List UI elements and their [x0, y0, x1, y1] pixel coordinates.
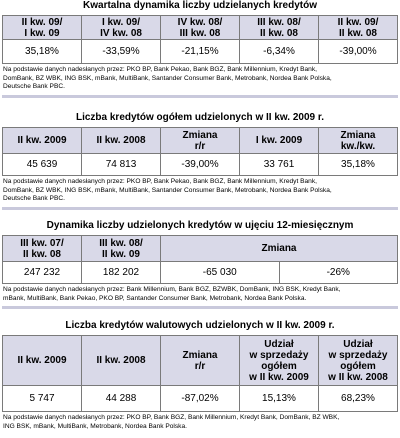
header-row — [3, 16, 398, 40]
value-cell: 74 813 — [82, 154, 161, 176]
value-cell: 182 202 — [82, 262, 161, 284]
header-cell: II kw. 09/ I kw. 09 — [3, 16, 82, 40]
quarterly-dynamics-section — [2, 0, 398, 98]
value-cell: -65 030 — [161, 262, 280, 284]
value-cell: 35,18% — [319, 154, 398, 176]
foreign-currency-loans-table — [2, 335, 398, 412]
section-divider — [2, 95, 398, 98]
header-cell: Udział w sprzedaży ogółem w II kw. 2009 — [240, 336, 319, 386]
total-loans-section — [2, 112, 398, 210]
value-cell: -39,00% — [319, 40, 398, 64]
value-cell: -87,02% — [161, 386, 240, 412]
value-cell: 5 747 — [3, 386, 82, 412]
source-note: Na podstawie danych nadesłanych przez: PKO BP, Bank Pekao, Bank BGŻ, Bank Millennium, Kredyt Bank, DomBank, BZ WBK, ING BSK, mBank, MultiBank, Santander Consumer Bank, Metrobank, Nordea Bank Polska, Deutsche Bank PBC. — [3, 66, 332, 91]
header-cell: III kw. 07/ II kw. 08 — [3, 236, 82, 262]
header-cell: II kw. 09/ II kw. 08 — [319, 16, 398, 40]
value-cell: 68,23% — [319, 386, 398, 412]
value-cell: 45 639 — [3, 154, 82, 176]
header-cell: II kw. 2008 — [82, 128, 161, 154]
value-cell: -33,59% — [82, 40, 161, 64]
value-cell: -39,00% — [161, 154, 240, 176]
header-cell: II kw. 2009 — [3, 336, 82, 386]
value-cell: -6,34% — [240, 40, 319, 64]
quarterly-dynamics-table — [2, 15, 398, 64]
header-cell: Zmiana kw./kw. — [319, 128, 398, 154]
foreign-currency-loans-section — [2, 320, 398, 431]
value-cell: 33 761 — [240, 154, 319, 176]
value-row — [3, 262, 398, 284]
source-note: Na podstawie danych nadesłanych przez: PKO BP, Bank Pekao, Bank BGŻ, Bank Millennium, Kredyt Bank, DomBank, BZ WBK, ING BSK, mBank, MultiBank, Santander Consumer Bank, Metrobank, Nordea Bank Polska, Deutsche Bank PBC. — [3, 178, 332, 203]
value-cell: -26% — [279, 262, 398, 284]
section-title: Dynamika liczby udzielonych kredytów w ujęciu 12-miesięcznym — [46, 220, 354, 231]
header-cell: III kw. 08/ II kw. 09 — [82, 236, 161, 262]
section-title: Liczba kredytów walutowych udzielonych w II kw. 2009 r. — [65, 320, 335, 331]
source-note: Na podstawie danych nadesłanych przez: PKO BP, Bank BGŻ, Bank Millennium, Kredyt Bank, DomBank, BZ WBK, ING BSK, mBank, MultiBank, Metrobank, Nordea Bank Polska. — [3, 414, 340, 430]
header-cell: II kw. 2008 — [82, 336, 161, 386]
header-row — [3, 128, 398, 154]
value-cell: -21,15% — [161, 40, 240, 64]
value-cell: 44 288 — [82, 386, 161, 412]
section-title: Kwartalna dynamika liczby udzielanych kredytów — [83, 0, 317, 11]
header-row — [3, 236, 398, 262]
header-cell: III kw. 08/ II kw. 08 — [240, 16, 319, 40]
total-loans-table — [2, 127, 398, 176]
section-title: Liczba kredytów ogółem udzielonych w II kw. 2009 r. — [75, 112, 325, 123]
value-cell: 15,13% — [240, 386, 319, 412]
header-cell: Zmiana r/r — [161, 336, 240, 386]
header-cell: I kw. 2009 — [240, 128, 319, 154]
header-cell: II kw. 2009 — [3, 128, 82, 154]
value-row — [3, 154, 398, 176]
twelve-month-dynamics-section — [2, 220, 398, 309]
value-row — [3, 386, 398, 412]
header-cell: I kw. 09/ IV kw. 08 — [82, 16, 161, 40]
value-cell: 247 232 — [3, 262, 82, 284]
section-divider — [2, 207, 398, 210]
header-row — [3, 336, 398, 386]
section-divider — [2, 306, 398, 309]
source-note: Na podstawie danych nadesłanych przez: Bank Millennium, Bank BGŻ, BZWBK, DomBank, ING BSK, Kredyt Bank, mBank, MultiBank, Bank Pekao, PKO BP, Santander Consumer Bank, Metrobank, Nordea Bank Polska. — [3, 286, 341, 302]
twelve-month-dynamics-table — [2, 235, 398, 284]
header-cell: IV kw. 08/ III kw. 08 — [161, 16, 240, 40]
header-cell: Zmiana r/r — [161, 128, 240, 154]
header-cell: Zmiana — [161, 236, 398, 262]
header-cell: Udział w sprzedaży ogółem w II kw. 2008 — [319, 336, 398, 386]
value-cell: 35,18% — [3, 40, 82, 64]
value-row — [3, 40, 398, 64]
